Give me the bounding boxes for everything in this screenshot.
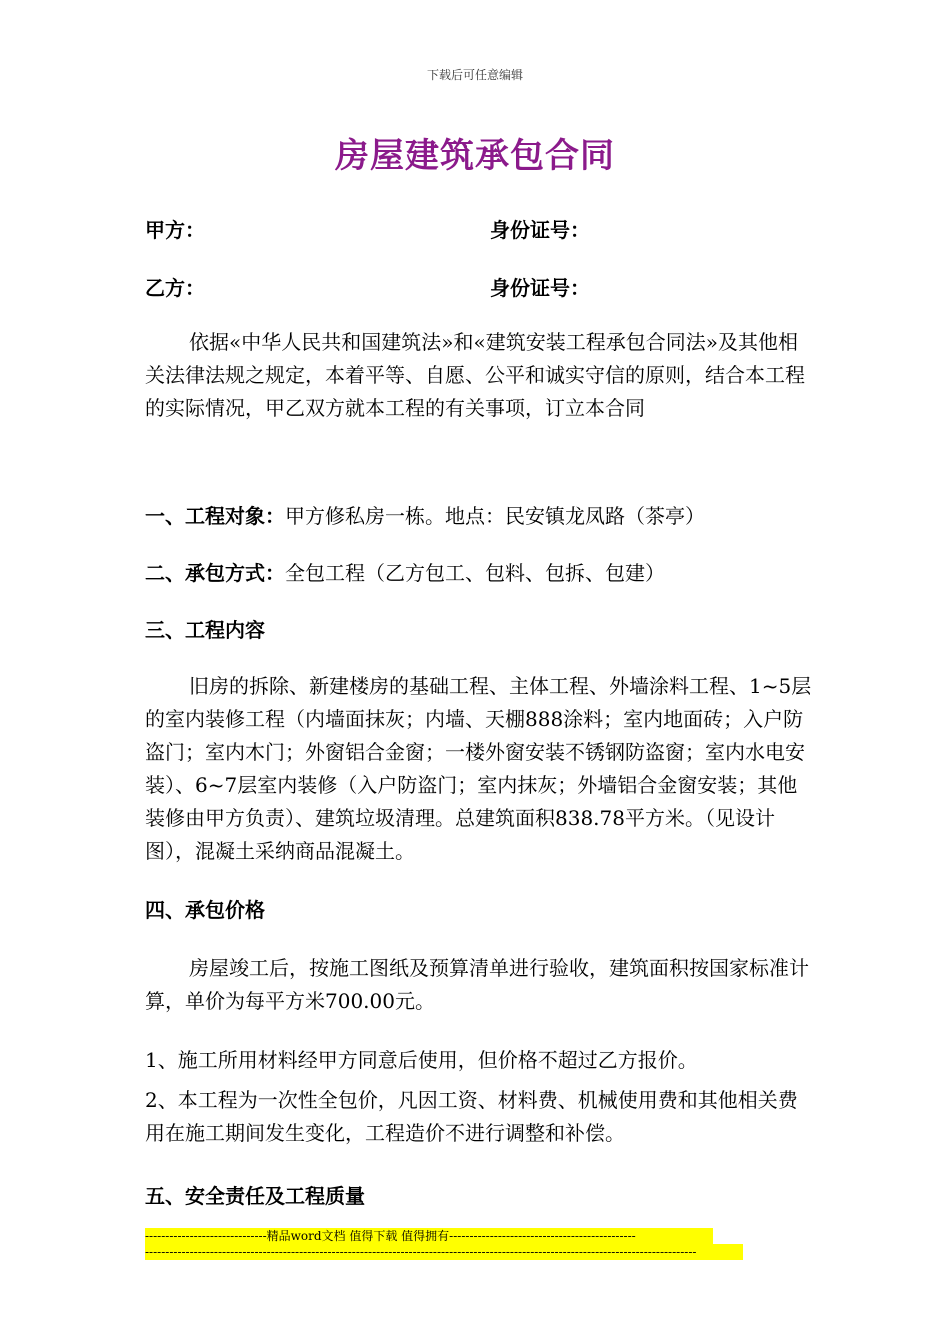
footer-line-2: ---------------------------------------------------------------------------------------------------------------------------------------- — [145, 1244, 743, 1260]
footer-line-1: ------------------------------精品word文档 值得下载 值得拥有---------------------------------------------- — [145, 1228, 713, 1244]
section-1-text: 甲方修私房一栋。地点：民安镇龙凤路（茶亭） — [285, 504, 705, 528]
party-a-label: 甲方： — [145, 218, 205, 242]
section-2-text: 全包工程（乙方包工、包料、包拆、包建） — [285, 561, 665, 585]
party-a-id-label: 身份证号： — [490, 218, 590, 242]
section-4-paragraph: 房屋竣工后，按施工图纸及预算清单进行验收，建筑面积按国家标准计算，单价为每平方米700.00元。 — [145, 956, 809, 1013]
section-4-item-2: 2、本工程为一次性全包价，凡因工资、材料费、机械使用费和其他相关费用在施工期间发生变化，工程造价不进行调整和补偿。 — [145, 1088, 798, 1145]
party-b-label: 乙方： — [145, 276, 205, 300]
party-b-row — [145, 272, 805, 302]
section-2-heading: 二、承包方式： — [145, 561, 285, 585]
section-5 — [145, 1180, 817, 1213]
section-3 — [145, 614, 817, 647]
header-note: 下载后可任意编辑 — [426, 68, 523, 82]
section-4-heading: 四、承包价格 — [145, 898, 265, 922]
preamble-paragraph: 依据«中华人民共和国建筑法»和«建筑安装工程承包合同法»及其他相关法律法规之规定，本着平等、自愿、公平和诚实守信的原则，结合本工程的实际情况，甲乙双方就本工程的有关事项，订立本合同 — [145, 330, 805, 420]
section-4 — [145, 894, 817, 927]
party-b-id-label: 身份证号： — [490, 276, 590, 300]
section-4-item-1: 1、施工所用材料经甲方同意后使用，但价格不超过乙方报价。 — [145, 1048, 698, 1072]
section-1-heading: 一、工程对象： — [145, 504, 285, 528]
section-3-heading: 三、工程内容 — [145, 618, 265, 642]
party-a-row — [145, 214, 805, 244]
document-title: 房屋建筑承包合同 — [335, 136, 615, 176]
section-1 — [145, 500, 817, 533]
section-3-paragraph: 旧房的拆除、新建楼房的基础工程、主体工程、外墙涂料工程、1~5层的室内装修工程（内墙面抹灰；内墙、天棚888涂料；室内地面砖；入户防盗门；室内木门；外窗铝合金窗；一楼外窗安装不锈钢防盗窗；室内水电安装）、6~7层室内装修（入户防盗门；室内抹灰；外墙铝合金窗安装；其他装修由甲方负责）、建筑垃圾清理。总建筑面积838.78平方米。（见设计图），混凝土采纳商品混凝土。 — [145, 674, 812, 863]
section-2 — [145, 557, 817, 590]
section-5-heading: 五、安全责任及工程质量 — [145, 1184, 365, 1208]
footer-watermark — [145, 1228, 743, 1260]
